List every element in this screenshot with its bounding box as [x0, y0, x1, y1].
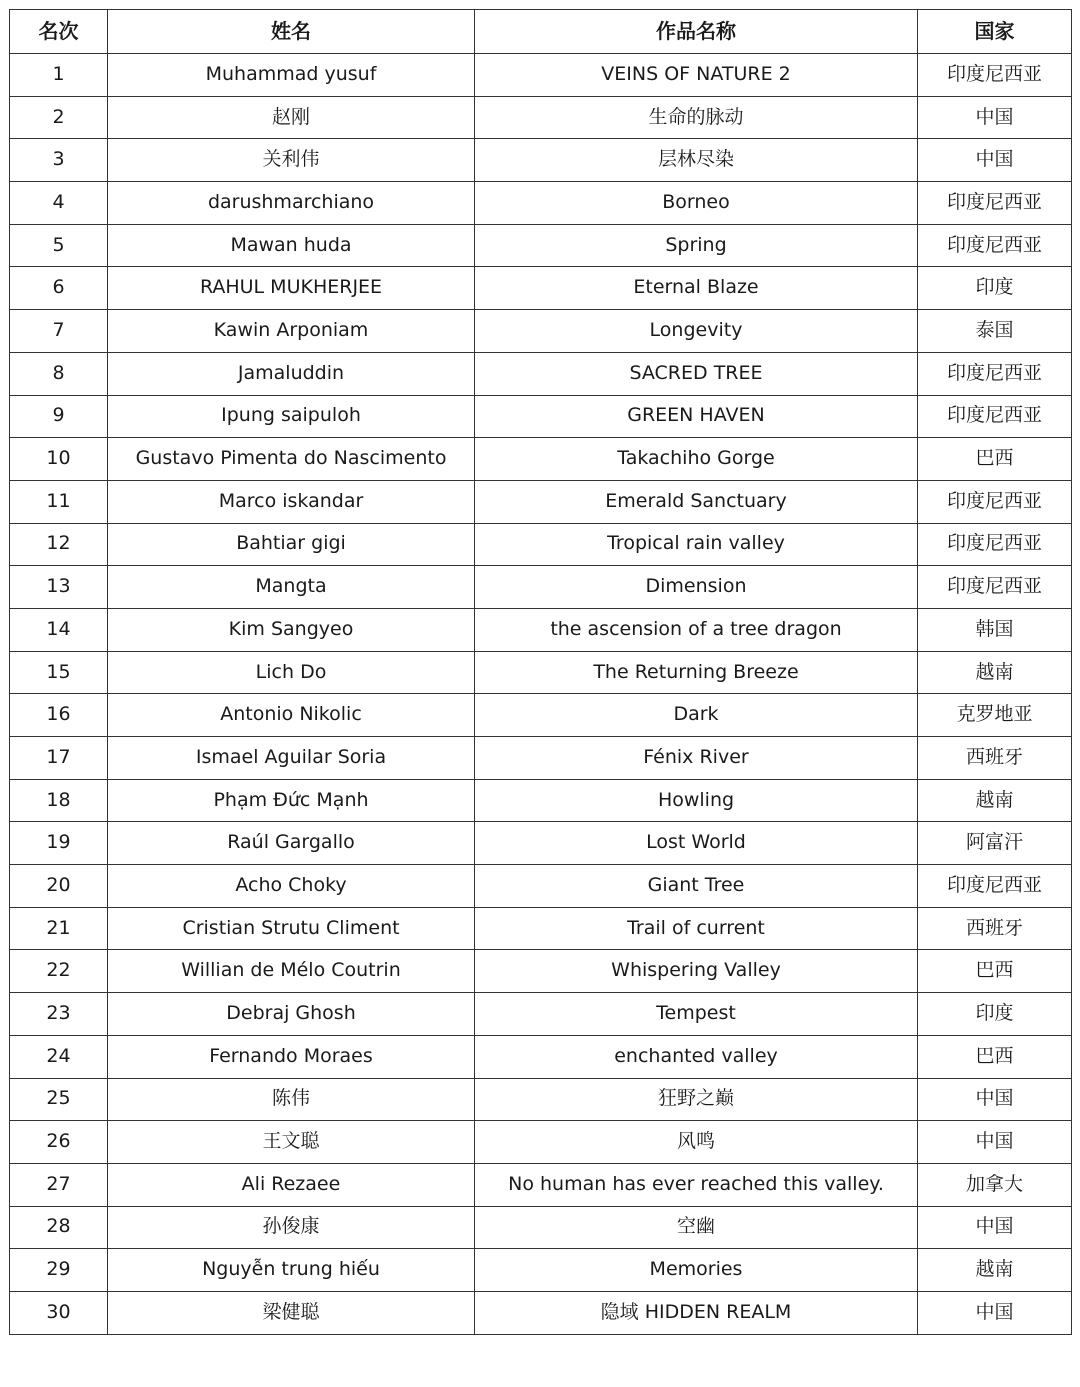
cell-work: Borneo	[475, 182, 918, 225]
cell-country: 越南	[918, 651, 1072, 694]
cell-country: 印度尼西亚	[918, 224, 1072, 267]
table-row	[10, 1078, 1072, 1121]
cell-work: 隐域 HIDDEN REALM	[475, 1291, 918, 1334]
cell-work: The Returning Breeze	[475, 651, 918, 694]
cell-name: Bahtiar gigi	[108, 523, 475, 566]
cell-country: 越南	[918, 1249, 1072, 1292]
cell-country: 加拿大	[918, 1163, 1072, 1206]
cell-rank: 10	[10, 438, 108, 481]
cell-country: 印度	[918, 267, 1072, 310]
cell-rank: 22	[10, 950, 108, 993]
table-row	[10, 907, 1072, 950]
cell-country: 印度尼西亚	[918, 566, 1072, 609]
cell-country: 阿富汗	[918, 822, 1072, 865]
cell-work: the ascension of a tree dragon	[475, 608, 918, 651]
table-row	[10, 608, 1072, 651]
table-row	[10, 139, 1072, 182]
cell-work: Howling	[475, 779, 918, 822]
cell-rank: 12	[10, 523, 108, 566]
cell-country: 印度尼西亚	[918, 352, 1072, 395]
table-row	[10, 1163, 1072, 1206]
cell-name: Kim Sangyeo	[108, 608, 475, 651]
cell-rank: 24	[10, 1035, 108, 1078]
cell-work: Takachiho Gorge	[475, 438, 918, 481]
cell-name: Muhammad yusuf	[108, 54, 475, 97]
cell-name: Marco iskandar	[108, 480, 475, 523]
cell-country: 印度尼西亚	[918, 182, 1072, 225]
table-row	[10, 96, 1072, 139]
table-row	[10, 1035, 1072, 1078]
cell-work: Dark	[475, 694, 918, 737]
results-table	[9, 9, 1072, 1335]
cell-rank: 26	[10, 1121, 108, 1164]
cell-work: Spring	[475, 224, 918, 267]
table-row	[10, 523, 1072, 566]
cell-rank: 18	[10, 779, 108, 822]
table-row	[10, 865, 1072, 908]
cell-work: Memories	[475, 1249, 918, 1292]
table-row	[10, 651, 1072, 694]
cell-rank: 11	[10, 480, 108, 523]
cell-rank: 21	[10, 907, 108, 950]
cell-rank: 20	[10, 865, 108, 908]
cell-name: Raúl Gargallo	[108, 822, 475, 865]
cell-name: Fernando Moraes	[108, 1035, 475, 1078]
table-row	[10, 822, 1072, 865]
cell-work: 层林尽染	[475, 139, 918, 182]
table-row	[10, 694, 1072, 737]
cell-name: Ali Rezaee	[108, 1163, 475, 1206]
cell-country: 克罗地亚	[918, 694, 1072, 737]
table-row	[10, 1249, 1072, 1292]
cell-rank: 16	[10, 694, 108, 737]
cell-name: darushmarchiano	[108, 182, 475, 225]
cell-work: Tempest	[475, 993, 918, 1036]
cell-rank: 14	[10, 608, 108, 651]
cell-country: 中国	[918, 1206, 1072, 1249]
table-row	[10, 1291, 1072, 1334]
cell-rank: 25	[10, 1078, 108, 1121]
cell-work: Longevity	[475, 310, 918, 353]
cell-country: 印度尼西亚	[918, 395, 1072, 438]
cell-name: Acho Choky	[108, 865, 475, 908]
cell-rank: 29	[10, 1249, 108, 1292]
cell-name: 关利伟	[108, 139, 475, 182]
table-header	[10, 10, 1072, 54]
cell-work: Fénix River	[475, 737, 918, 780]
cell-rank: 28	[10, 1206, 108, 1249]
cell-rank: 27	[10, 1163, 108, 1206]
cell-name: Ipung saipuloh	[108, 395, 475, 438]
table-row	[10, 566, 1072, 609]
cell-name: Mawan huda	[108, 224, 475, 267]
cell-rank: 5	[10, 224, 108, 267]
table-row	[10, 737, 1072, 780]
cell-work: 风鸣	[475, 1121, 918, 1164]
cell-rank: 30	[10, 1291, 108, 1334]
header-work: 作品名称	[475, 10, 918, 54]
cell-name: Debraj Ghosh	[108, 993, 475, 1036]
cell-rank: 23	[10, 993, 108, 1036]
cell-work: No human has ever reached this valley.	[475, 1163, 918, 1206]
cell-rank: 6	[10, 267, 108, 310]
table-row	[10, 779, 1072, 822]
cell-country: 中国	[918, 96, 1072, 139]
cell-work: enchanted valley	[475, 1035, 918, 1078]
cell-country: 泰国	[918, 310, 1072, 353]
cell-work: Dimension	[475, 566, 918, 609]
cell-work: Eternal Blaze	[475, 267, 918, 310]
cell-country: 印度尼西亚	[918, 523, 1072, 566]
cell-work: Giant Tree	[475, 865, 918, 908]
cell-country: 巴西	[918, 438, 1072, 481]
cell-name: 梁健聪	[108, 1291, 475, 1334]
cell-name: Mangta	[108, 566, 475, 609]
cell-country: 西班牙	[918, 737, 1072, 780]
cell-name: Cristian Strutu Climent	[108, 907, 475, 950]
table-row	[10, 480, 1072, 523]
cell-country: 中国	[918, 139, 1072, 182]
cell-country: 中国	[918, 1121, 1072, 1164]
cell-rank: 17	[10, 737, 108, 780]
cell-country: 巴西	[918, 1035, 1072, 1078]
cell-work: 生命的脉动	[475, 96, 918, 139]
cell-rank: 3	[10, 139, 108, 182]
cell-name: Kawin Arponiam	[108, 310, 475, 353]
cell-rank: 19	[10, 822, 108, 865]
cell-name: Gustavo Pimenta do Nascimento	[108, 438, 475, 481]
cell-name: Antonio Nikolic	[108, 694, 475, 737]
cell-name: 王文聪	[108, 1121, 475, 1164]
table-row	[10, 950, 1072, 993]
cell-rank: 1	[10, 54, 108, 97]
cell-country: 印度尼西亚	[918, 865, 1072, 908]
cell-rank: 7	[10, 310, 108, 353]
table-row	[10, 267, 1072, 310]
cell-work: VEINS OF NATURE 2	[475, 54, 918, 97]
table-body	[10, 54, 1072, 1335]
cell-name: Willian de Mélo Coutrin	[108, 950, 475, 993]
cell-rank: 13	[10, 566, 108, 609]
cell-work: Trail of current	[475, 907, 918, 950]
cell-country: 韩国	[918, 608, 1072, 651]
table-row	[10, 993, 1072, 1036]
cell-name: Ismael Aguilar Soria	[108, 737, 475, 780]
cell-country: 巴西	[918, 950, 1072, 993]
cell-name: Nguyễn trung hiếu	[108, 1249, 475, 1292]
table-row	[10, 1121, 1072, 1164]
table-row	[10, 352, 1072, 395]
table-row	[10, 438, 1072, 481]
cell-name: 孙俊康	[108, 1206, 475, 1249]
cell-work: Emerald Sanctuary	[475, 480, 918, 523]
cell-rank: 8	[10, 352, 108, 395]
cell-country: 印度	[918, 993, 1072, 1036]
cell-name: Lich Do	[108, 651, 475, 694]
table-row	[10, 224, 1072, 267]
table-row	[10, 182, 1072, 225]
cell-name: 赵刚	[108, 96, 475, 139]
cell-name: 陈伟	[108, 1078, 475, 1121]
header-country: 国家	[918, 10, 1072, 54]
cell-country: 印度尼西亚	[918, 54, 1072, 97]
header-rank: 名次	[10, 10, 108, 54]
cell-country: 西班牙	[918, 907, 1072, 950]
table-row	[10, 395, 1072, 438]
cell-country: 中国	[918, 1291, 1072, 1334]
header-row	[10, 10, 1072, 54]
table-row	[10, 1206, 1072, 1249]
cell-country: 印度尼西亚	[918, 480, 1072, 523]
cell-name: Phạm Đức Mạnh	[108, 779, 475, 822]
table-row	[10, 310, 1072, 353]
cell-work: 空幽	[475, 1206, 918, 1249]
cell-work: GREEN HAVEN	[475, 395, 918, 438]
cell-rank: 15	[10, 651, 108, 694]
cell-name: Jamaluddin	[108, 352, 475, 395]
cell-rank: 2	[10, 96, 108, 139]
cell-work: Whispering Valley	[475, 950, 918, 993]
cell-rank: 4	[10, 182, 108, 225]
cell-work: Tropical rain valley	[475, 523, 918, 566]
cell-rank: 9	[10, 395, 108, 438]
cell-work: 狂野之巅	[475, 1078, 918, 1121]
cell-work: SACRED TREE	[475, 352, 918, 395]
table-row	[10, 54, 1072, 97]
cell-work: Lost World	[475, 822, 918, 865]
header-name: 姓名	[108, 10, 475, 54]
cell-country: 越南	[918, 779, 1072, 822]
cell-name: RAHUL MUKHERJEE	[108, 267, 475, 310]
cell-country: 中国	[918, 1078, 1072, 1121]
